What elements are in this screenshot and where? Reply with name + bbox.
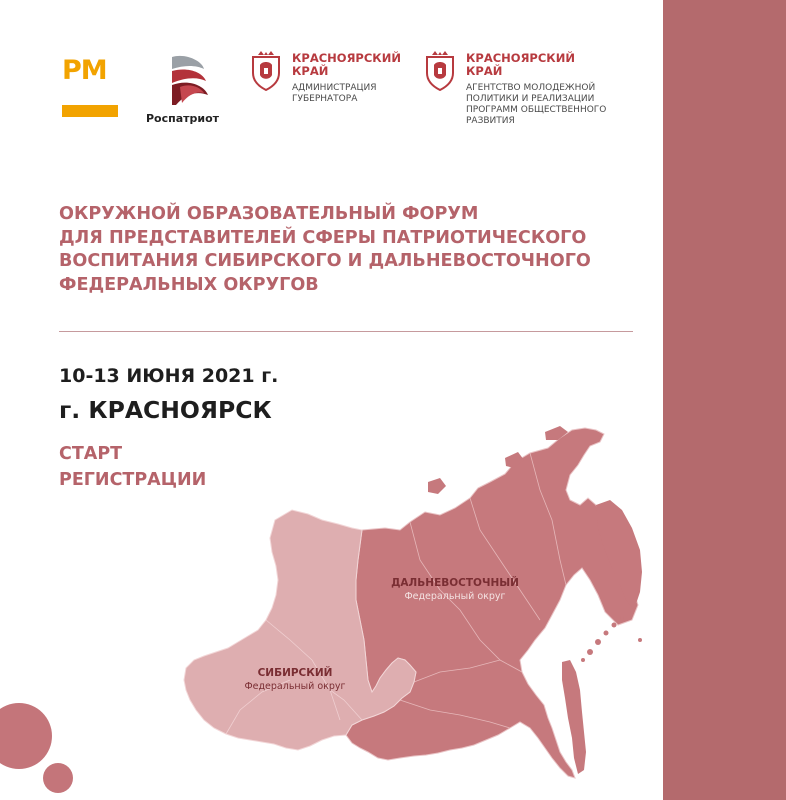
krai-youth-agency-title: КРАСНОЯРСКИЙ КРАЙ [466,51,575,78]
far-east-region [346,428,638,778]
decorative-circle-small [43,763,73,793]
siberia-subtitle: Федеральный округ [244,681,346,692]
far-east-subtitle: Федеральный округ [404,591,506,602]
rm-logo-text: РМ [62,55,107,86]
siberia-label [215,667,375,692]
krai-youth-agency-subtitle: АГЕНТСТВО МОЛОДЕЖНОЙ ПОЛИТИКИ И РЕАЛИЗАЦИИ ПРОГРАММ ОБЩЕСТВЕННОГО РАЗВИТИЯ [466,83,607,126]
siberia-name: СИБИРСКИЙ [257,667,333,679]
event-city: г. КРАСНОЯРСК [59,396,272,424]
forum-title: ОКРУЖНОЙ ОБРАЗОВАТЕЛЬНЫЙ ФОРУМ ДЛЯ ПРЕДСТАВИТЕЛЕЙ СФЕРЫ ПАТРИОТИЧЕСКОГО ВОСПИТАНИЯ СИБИРСКОГО И ДАЛЬНЕВОСТОЧНОГО ФЕДЕРАЛЬНЫХ ОКРУГОВ [59,204,591,295]
sakhalin-island [562,660,586,774]
krai-administration-subtitle: АДМИНИСТРАЦИЯ ГУБЕРНАТОРА [292,83,377,104]
event-dates: 10-13 ИЮНЯ 2021 г. [59,365,279,387]
far-east-name: ДАЛЬНЕВОСТОЧНЫЙ [391,577,519,589]
far-east-label [375,577,535,602]
registration-start: СТАРТ РЕГИСТРАЦИИ [59,444,207,490]
krai-administration-title: КРАСНОЯРСКИЙ КРАЙ [292,51,401,78]
arctic-island [428,478,446,494]
rospatriot-logo-text: Роспатриот [146,112,220,125]
